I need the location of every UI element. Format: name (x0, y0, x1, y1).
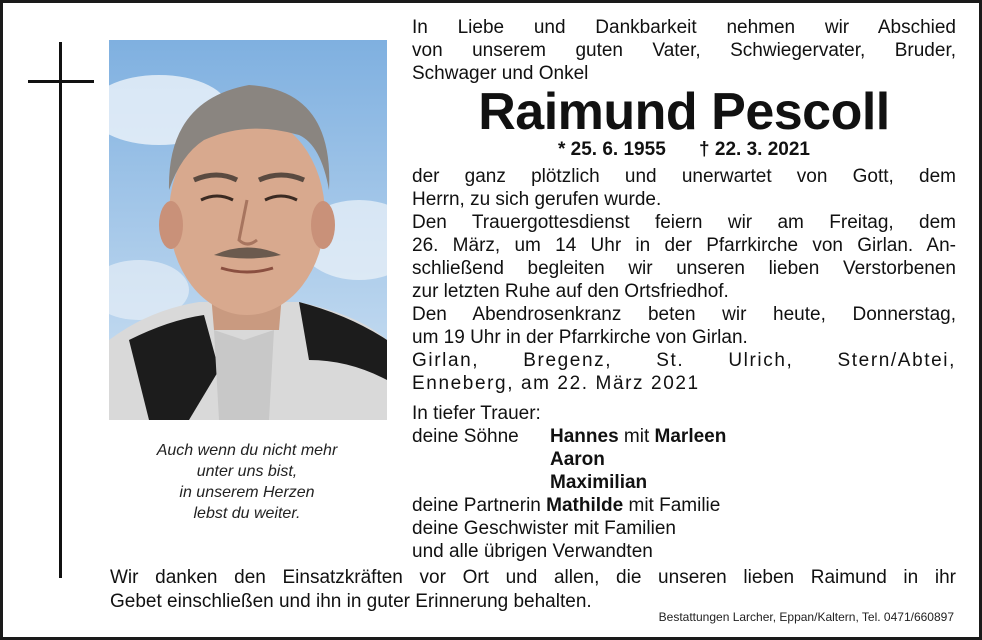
portrait-photo (109, 40, 387, 420)
location-line: Enneberg, am 22. März 2021 (412, 373, 700, 394)
siblings-line: deine Geschwister mit Familien (412, 518, 676, 539)
partner-suffix: mit Familie (628, 495, 721, 516)
death-date: † 22. 3. 2021 (699, 139, 810, 160)
body-line: schließend begleiten wir unseren lieben Verstorbenen (412, 258, 956, 279)
intro-line: von unserem guten Vater, Schwiegervater, Bruder, (412, 40, 956, 61)
life-dates (412, 138, 956, 162)
intro-line: In Liebe und Dankbarkeit nehmen wir Abschied (412, 17, 956, 38)
partner-name: Mathilde (546, 495, 624, 516)
thanks-line: Gebet einschließen und ihn in guter Erinnerung behalten. (110, 591, 592, 612)
intro-text (412, 16, 956, 85)
sons-row (412, 425, 956, 448)
thanks-text (110, 566, 956, 614)
son-name: Aaron (550, 449, 605, 470)
cross-horizontal-bar (28, 80, 94, 83)
relatives-line: und alle übrigen Verwandten (412, 541, 653, 562)
quote-line: unter uns bist, (196, 463, 298, 480)
funeral-home-credit: Bestattungen Larcher, Eppan/Kaltern, Tel. 0471/660897 (658, 610, 954, 624)
thanks-line: Wir danken den Einsatzkräften vor Ort und allen, die unseren lieben Raimund in ihr (110, 567, 956, 588)
son-name: Maximilian (550, 472, 648, 493)
cross-vertical-bar (59, 42, 62, 578)
body-line: 26. März, um 14 Uhr in der Pfarrkirche von Girlan. An- (412, 235, 956, 256)
body-line: um 19 Uhr in der Pfarrkirche von Girlan. (412, 327, 748, 348)
intro-line: Schwager und Onkel (412, 63, 589, 84)
partner-row (412, 494, 956, 517)
body-line: Den Trauergottesdienst feiern wir am Freitag, dem (412, 212, 956, 233)
sons-label: deine Söhne (412, 426, 519, 447)
portrait-illustration (109, 40, 387, 420)
quote-line: in unserem Herzen (179, 484, 315, 501)
partner-label: deine Partnerin (412, 495, 541, 516)
body-line: Den Abendrosenkranz beten wir heute, Donnerstag, (412, 304, 956, 325)
body-line: der ganz plötzlich und unerwartet von Gott, dem (412, 166, 956, 187)
location-line: Girlan, Bregenz, St. Ulrich, Stern/Abtei, (412, 350, 956, 371)
mourners-list (412, 402, 956, 563)
body-line: zur letzten Ruhe auf den Ortsfriedhof. (412, 281, 729, 302)
body-line: Herrn, zu sich gerufen wurde. (412, 189, 662, 210)
deceased-name: Raimund Pescoll (478, 83, 890, 141)
son-connector: mit (623, 426, 650, 447)
sons-row (412, 471, 956, 494)
son-partner-name: Marleen (654, 426, 727, 447)
birth-date: * 25. 6. 1955 (558, 139, 666, 160)
notice-body (412, 165, 956, 395)
memorial-quote (112, 440, 382, 524)
mourning-heading: In tiefer Trauer: (412, 403, 541, 424)
quote-line: Auch wenn du nicht mehr (156, 442, 338, 459)
sons-row (412, 448, 956, 471)
quote-line: lebst du weiter. (193, 505, 301, 522)
son-name: Hannes (550, 426, 619, 447)
